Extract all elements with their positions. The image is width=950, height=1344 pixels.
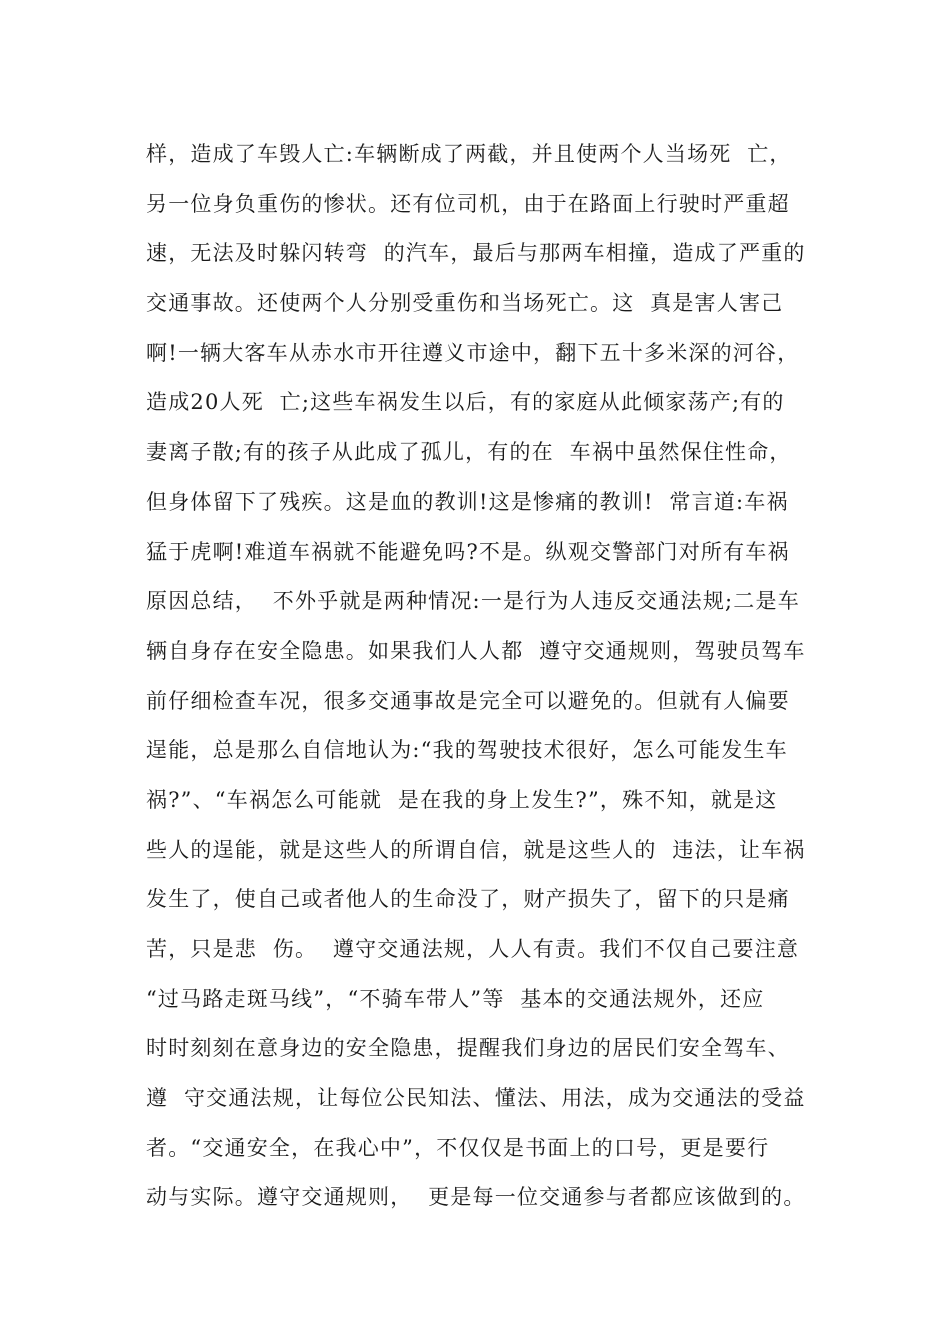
text-line: 造成20人死 亡;这些车祸发生以后，有的家庭从此倾家荡产;有的	[146, 390, 785, 415]
text-line: 交通事故。还使两个人分别受重伤和当场死亡。这 真是害人害己	[146, 291, 784, 316]
text-line: 遵 守交通法规，让每位公民知法、懂法、用法，成为交通法的受益	[146, 1086, 806, 1111]
text-line: 祸?”、“车祸怎么可能就 是在我的身上发生?”，殊不知，就是这	[146, 787, 778, 812]
text-line: 辆自身存在安全隐患。如果我们人人都 遵守交通规则，驾驶员驾车	[146, 638, 806, 663]
text-line: 前仔细检查车况，很多交通事故是完全可以避免的。但就有人偏要	[146, 688, 790, 713]
text-line: 逞能，总是那么自信地认为:“我的驾驶技术很好，怎么可能发生车	[146, 738, 788, 763]
text-line: 另一位身负重伤的惨状。还有位司机，由于在路面上行驶时严重超	[146, 191, 790, 216]
text-line: 动与实际。遵守交通规则， 更是每一位交通参与者都应该做到的。	[146, 1185, 806, 1210]
text-line: 但身体留下了残疾。这是血的教训!这是惨痛的教训! 常言道:车祸	[146, 489, 789, 514]
body-text	[146, 130, 826, 1223]
text-line: 啊!一辆大客车从赤水市开往遵义市途中，翻下五十多米深的河谷，	[146, 340, 800, 365]
text-line: 时时刻刻在意身边的安全隐患，提醒我们身边的居民们安全驾车、	[146, 1036, 790, 1061]
text-line: 苦，只是悲 伤。 遵守交通法规，人人有责。我们不仅自己要注意	[146, 937, 800, 961]
text-line: 些人的逞能，就是这些人的所谓自信，就是这些人的 违法，让车祸	[146, 837, 806, 862]
text-line: 者。“交通安全，在我心中”，不仅仅是书面上的口号，更是要行	[146, 1135, 770, 1160]
text-line: 原因总结， 不外乎就是两种情况:一是行为人违反交通法规;二是车	[146, 589, 800, 614]
text-line: 发生了，使自己或者他人的生命没了，财产损失了，留下的只是痛	[146, 887, 790, 912]
text-line: 妻离子散;有的孩子从此成了孤儿，有的在 车祸中虽然保住性命，	[146, 440, 792, 465]
text-line: 速，无法及时躲闪转弯 的汽车，最后与那两车相撞，造成了严重的	[146, 241, 806, 266]
text-line: 样，造成了车毁人亡:车辆断成了两截，并且使两个人当场死 亡，	[146, 142, 792, 166]
text-line: 猛于虎啊!难道车祸就不能避免吗?不是。纵观交警部门对所有车祸	[146, 539, 790, 564]
text-line: “过马路走斑马线”，“不骑车带人”等 基本的交通法规外，还应	[146, 986, 765, 1011]
